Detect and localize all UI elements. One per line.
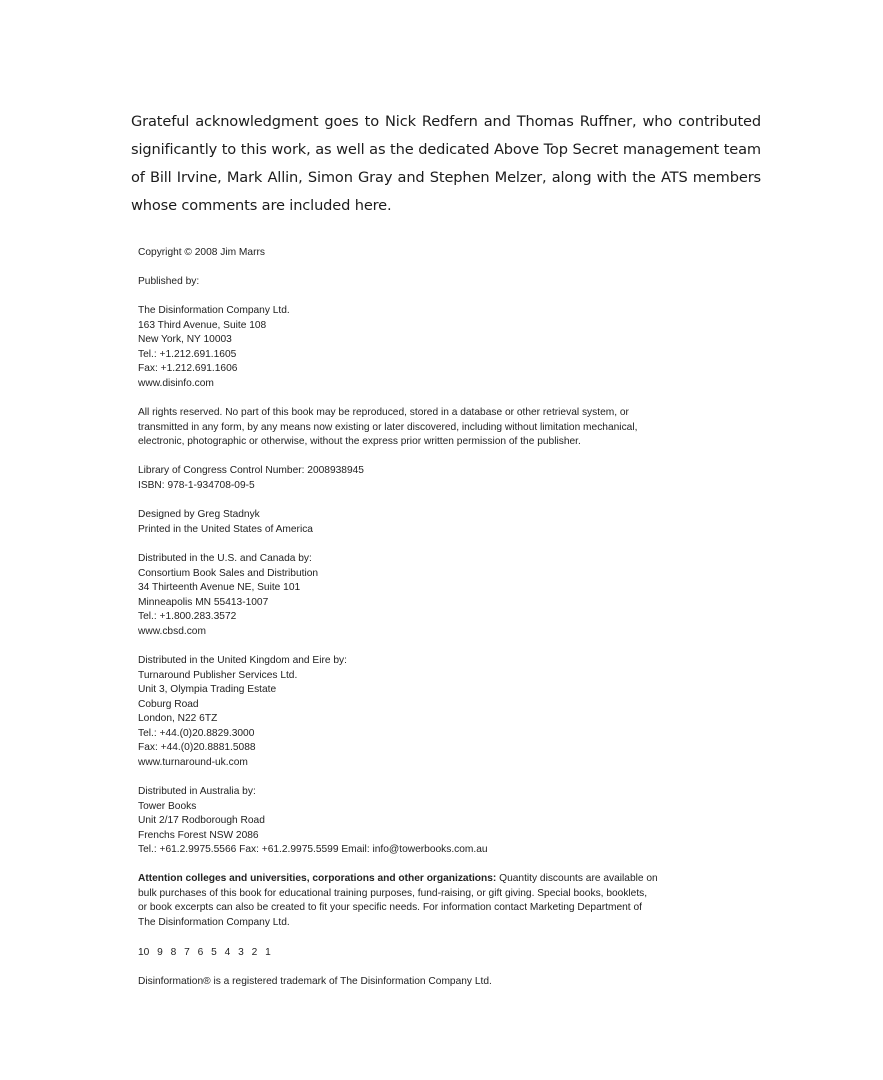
acknowledgment-line: whose comments are included here. xyxy=(131,197,392,214)
attention-first-rest: Quantity discounts are available on xyxy=(496,873,658,884)
distributor-website: www.turnaround-uk.com xyxy=(138,756,248,768)
attention-notice xyxy=(138,872,738,930)
distributor-line: Tower Books xyxy=(138,800,197,812)
distributor-line: London, N22 6TZ xyxy=(138,713,218,724)
distributor-website: www.cbsd.com xyxy=(138,625,206,637)
trademark-line: Disinformation® is a registered trademark of The Disinformation Company Ltd. xyxy=(138,976,492,987)
published-by-label xyxy=(138,275,199,290)
design-credits xyxy=(138,508,313,537)
acknowledgment-line: significantly to this work, as well as the dedicated Above Top Secret management team xyxy=(131,141,761,158)
distributor-line: Coburg Road xyxy=(138,698,199,710)
isbn: ISBN: 978-1-934708-09-5 xyxy=(138,479,255,491)
attention-first-line xyxy=(138,872,738,887)
distributor-australia xyxy=(138,785,488,858)
acknowledgment-paragraph xyxy=(131,108,761,220)
copyright-notice xyxy=(138,246,265,261)
print-number-line: 10 9 8 7 6 5 4 3 2 1 xyxy=(138,947,271,958)
distributor-uk-eire xyxy=(138,654,347,770)
distributor-line: Consortium Book Sales and Distribution xyxy=(138,567,319,579)
rights-notice xyxy=(138,406,637,450)
distributor-line: Distributed in the United Kingdom and Eire by: xyxy=(138,655,347,666)
rights-line: electronic, photographic or otherwise, without the express prior written permission of the publisher. xyxy=(138,436,581,447)
copyright-line: Copyright © 2008 Jim Marrs xyxy=(138,247,265,258)
distributor-us-canada xyxy=(138,552,318,639)
distributor-line: Turnaround Publisher Services Ltd. xyxy=(138,669,298,681)
distributor-line: Distributed in Australia by: xyxy=(138,786,256,797)
designer-credit: Designed by Greg Stadnyk xyxy=(138,509,260,520)
distributor-line: Unit 2/17 Rodborough Road xyxy=(138,815,265,826)
publisher-line: Fax: +1.212.691.1606 xyxy=(138,363,238,374)
acknowledgment-line: Grateful acknowledgment goes to Nick Redfern and Thomas Ruffner, who contributed xyxy=(131,113,761,130)
rights-line: All rights reserved. No part of this book may be reproduced, stored in a database or other retrieval system, or xyxy=(138,407,629,418)
publisher-line: The Disinformation Company Ltd. xyxy=(138,305,290,316)
attention-line: bulk purchases of this book for educational training purposes, fund-raising, or gift giving. Special books, booklets, xyxy=(138,887,648,899)
attention-lead: Attention colleges and universities, corporations and other organizations: xyxy=(138,873,497,884)
distributor-line: Unit 3, Olympia Trading Estate xyxy=(138,684,277,695)
publisher-line: 163 Third Avenue, Suite 108 xyxy=(138,319,267,331)
distributor-line: Minneapolis MN 55413-1007 xyxy=(138,596,269,608)
attention-line: The Disinformation Company Ltd. xyxy=(138,916,290,928)
printing-line xyxy=(138,946,271,961)
publisher-website: www.disinfo.com xyxy=(138,377,214,389)
publisher-line: Tel.: +1.212.691.1605 xyxy=(138,348,237,360)
distributor-line: 34 Thirteenth Avenue NE, Suite 101 xyxy=(138,582,301,593)
library-info xyxy=(138,464,364,493)
distributor-contact-line: Tel.: +61.2.9975.5566 Fax: +61.2.9975.5599 Email: info@towerbooks.com.au xyxy=(138,844,488,855)
rights-line: transmitted in any form, by any means now existing or later discovered, including without limitation mechanical, xyxy=(138,421,638,433)
loc-control-number: Library of Congress Control Number: 2008938945 xyxy=(138,465,364,476)
trademark-notice xyxy=(138,975,492,990)
distributor-line: Tel.: +1.800.283.3572 xyxy=(138,611,237,622)
attention-line: or book excerpts can also be created to fit your specific needs. For information contact Marketing Department of xyxy=(138,902,642,913)
acknowledgment-line: of Bill Irvine, Mark Allin, Simon Gray and Stephen Melzer, along with the ATS members xyxy=(131,169,761,186)
printed-in: Printed in the United States of America xyxy=(138,523,313,535)
publisher-line: New York, NY 10003 xyxy=(138,334,232,345)
distributor-line: Tel.: +44.(0)20.8829.3000 xyxy=(138,727,255,739)
published-by-text: Published by: xyxy=(138,276,200,287)
distributor-line: Frenchs Forest NSW 2086 xyxy=(138,829,259,841)
distributor-line: Distributed in the U.S. and Canada by: xyxy=(138,553,312,564)
publisher-address xyxy=(138,304,290,391)
distributor-line: Fax: +44.(0)20.8881.5088 xyxy=(138,742,256,753)
